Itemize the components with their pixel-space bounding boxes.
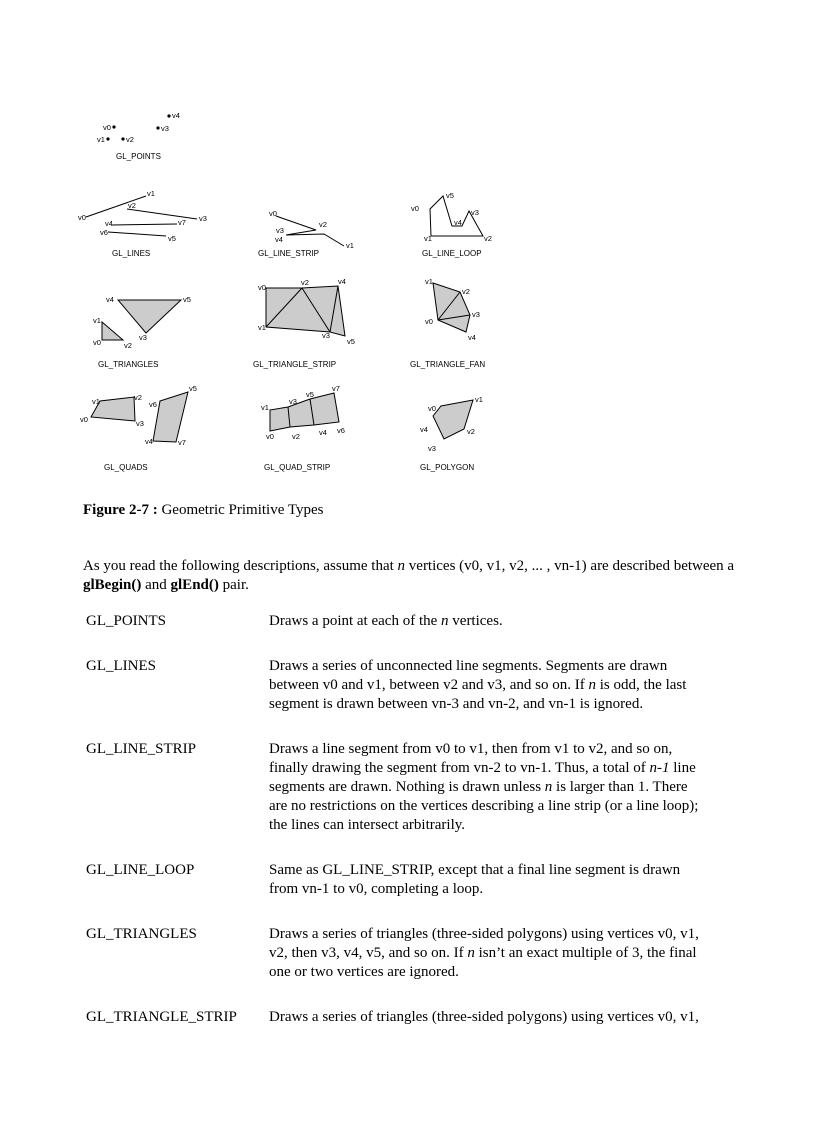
- figure-label: Figure 2-7 :: [83, 502, 158, 518]
- desc-n: n: [441, 613, 449, 629]
- panel-gl-points: [97, 111, 180, 161]
- definition-gl-points: [86, 612, 746, 631]
- label-v3: v3: [471, 208, 479, 217]
- definition-description: [269, 740, 707, 835]
- primitive-definitions: [86, 612, 746, 1027]
- label-v4: v4: [172, 111, 180, 120]
- desc-text: Draws a series of unconnected line segments. Segments are drawn between v0 and v1, between v2 and v3, and so on. If: [269, 658, 668, 693]
- definition-gl-triangle-strip: [86, 1008, 746, 1027]
- definition-term: GL_LINES: [86, 658, 156, 674]
- desc-n: n: [467, 945, 475, 961]
- panel-gl-triangle-strip: [253, 277, 355, 369]
- desc-n: n-1: [649, 760, 670, 776]
- label-v4: v4: [420, 425, 428, 434]
- desc-text: isn’t an exact multiple of 3, the final one or two vertices are ignored.: [269, 945, 697, 980]
- definition-gl-line-loop: [86, 861, 746, 899]
- label-v2: v2: [484, 234, 492, 243]
- label-v2: v2: [128, 201, 136, 210]
- desc-text: Draws a series of triangles (three-sided polygons) using vertices v0, v1,: [269, 1009, 699, 1025]
- label-v3: v3: [136, 419, 144, 428]
- intro-text: and: [141, 577, 171, 593]
- label-v0: v0: [425, 317, 433, 326]
- panel-gl-line-loop: [411, 191, 492, 258]
- definition-description: [269, 925, 707, 982]
- panel-gl-polygon: [420, 395, 483, 472]
- desc-text: vertices.: [448, 613, 503, 629]
- label-v6: v6: [149, 400, 157, 409]
- label-v1: v1: [258, 323, 266, 332]
- point-v3: [156, 126, 159, 129]
- label-v0: v0: [80, 415, 88, 424]
- desc-text: Draws a series of triangles (three-sided polygons) using vertices v0, v1, v2, then v3, v4, v5, and so on. If: [269, 926, 699, 961]
- desc-n: n: [544, 779, 553, 795]
- label-v2: v2: [301, 278, 309, 287]
- label-v6: v6: [100, 228, 108, 237]
- label-v3: v3: [199, 214, 207, 223]
- desc-n: n: [588, 677, 596, 693]
- label-v1: v1: [97, 135, 105, 144]
- label-v4: v4: [275, 235, 283, 244]
- label-v0: v0: [269, 209, 277, 218]
- intro-paragraph: [83, 557, 743, 595]
- panel-gl-triangle-fan: [410, 277, 485, 369]
- intro-text: vertices (v0, v1, v2, ... , vn-1) are described between a: [405, 558, 735, 574]
- label-v2: v2: [292, 432, 300, 441]
- label-v5: v5: [168, 234, 176, 243]
- figure-title: Geometric Primitive Types: [157, 502, 324, 518]
- label-v4: v4: [106, 295, 114, 304]
- definition-description: [269, 1008, 707, 1027]
- label-v3: v3: [161, 124, 169, 133]
- label-v2: v2: [124, 341, 132, 350]
- desc-text: line segments are drawn. Nothing is drawn unless: [269, 760, 696, 795]
- label-v0: v0: [78, 213, 86, 222]
- label-v3: v3: [276, 226, 284, 235]
- definition-description: [269, 657, 707, 714]
- intro-n: n: [397, 558, 406, 574]
- definition-term: GL_TRIANGLES: [86, 926, 197, 942]
- label-v2: v2: [126, 135, 134, 144]
- label-v5: v5: [446, 191, 454, 200]
- definition-term: GL_POINTS: [86, 613, 167, 629]
- label-v0: v0: [411, 204, 419, 213]
- definition-term: GL_LINE_LOOP: [86, 862, 195, 878]
- label-v2: v2: [319, 220, 327, 229]
- desc-text: Same as GL_LINE_STRIP, except that a final line segment is drawn from vn-1 to v0, completing a loop.: [269, 862, 681, 897]
- label-v4: v4: [145, 437, 153, 446]
- caption-gl-triangles: GL_TRIANGLES: [98, 360, 159, 369]
- intro-text: pair.: [218, 577, 249, 593]
- label-v4: v4: [454, 218, 462, 227]
- label-v5: v5: [347, 337, 355, 346]
- label-v1: v1: [346, 241, 354, 250]
- figure-caption: [83, 502, 323, 519]
- label-v4: v4: [105, 219, 113, 228]
- glbegin-function: glBegin(): [83, 577, 142, 593]
- definition-gl-line-strip: [86, 740, 746, 835]
- label-v0: v0: [258, 283, 266, 292]
- panel-gl-triangles: [93, 295, 191, 369]
- caption-gl-polygon: GL_POLYGON: [420, 463, 475, 472]
- definition-gl-lines: [86, 657, 746, 714]
- label-v0: v0: [103, 123, 111, 132]
- panel-gl-quad-strip: [261, 384, 345, 472]
- definition-term: GL_LINE_STRIP: [86, 741, 196, 757]
- label-v5: v5: [189, 384, 197, 393]
- label-v1: v1: [93, 316, 101, 325]
- label-v3: v3: [322, 331, 330, 340]
- desc-text: Draws a point at each of the: [269, 613, 442, 629]
- caption-gl-lines: GL_LINES: [112, 249, 151, 258]
- point-v2: [121, 137, 124, 140]
- point-v1: [106, 137, 109, 140]
- label-v7: v7: [178, 438, 186, 447]
- label-v0: v0: [93, 338, 101, 347]
- label-v4: v4: [319, 428, 327, 437]
- label-v1: v1: [147, 189, 155, 198]
- glend-function: glEnd(): [170, 577, 219, 593]
- label-v1: v1: [92, 397, 100, 406]
- caption-gl-quad-strip: GL_QUAD_STRIP: [264, 463, 331, 472]
- label-v7: v7: [332, 384, 340, 393]
- label-v1: v1: [425, 277, 433, 286]
- label-v4: v4: [338, 277, 346, 286]
- label-v3: v3: [289, 397, 297, 406]
- definition-description: [269, 861, 707, 899]
- desc-text: Draws a line segment from v0 to v1, then from v1 to v2, and so on, finally drawing the segment from vn-2 to vn-1. Thus, a total of: [269, 741, 673, 776]
- label-v3: v3: [139, 333, 147, 342]
- label-v0: v0: [428, 404, 436, 413]
- caption-gl-triangle-strip: GL_TRIANGLE_STRIP: [253, 360, 337, 369]
- definition-description: [269, 612, 707, 631]
- caption-gl-triangle-fan: GL_TRIANGLE_FAN: [410, 360, 486, 369]
- label-v2: v2: [462, 287, 470, 296]
- caption-gl-line-loop: GL_LINE_LOOP: [422, 249, 482, 258]
- caption-gl-line-strip: GL_LINE_STRIP: [258, 249, 319, 258]
- desc-text: is larger than 1. There are no restrictions on the vertices describing a line strip (or a line loop); the lines can intersect arbitrarily.: [269, 779, 699, 833]
- label-v5: v5: [183, 295, 191, 304]
- label-v3: v3: [428, 444, 436, 453]
- point-v0: [112, 125, 115, 128]
- label-v2: v2: [134, 393, 142, 402]
- label-v0: v0: [266, 432, 274, 441]
- label-v1: v1: [424, 234, 432, 243]
- label-v4: v4: [468, 333, 476, 342]
- desc-text: is odd, the last segment is drawn between vn-3 and vn-2, and vn-1 is ignored.: [269, 677, 687, 712]
- definition-term: GL_TRIANGLE_STRIP: [86, 1009, 237, 1025]
- panel-gl-line-strip: [258, 209, 354, 258]
- label-v3: v3: [472, 310, 480, 319]
- panel-gl-lines: [78, 189, 207, 258]
- label-v6: v6: [337, 426, 345, 435]
- label-v1: v1: [261, 403, 269, 412]
- label-v1: v1: [475, 395, 483, 404]
- caption-gl-quads: GL_QUADS: [104, 463, 148, 472]
- label-v7: v7: [178, 218, 186, 227]
- definition-gl-triangles: [86, 925, 746, 982]
- label-v2: v2: [467, 427, 475, 436]
- caption-gl-points: GL_POINTS: [116, 152, 161, 161]
- label-v5: v5: [306, 390, 314, 399]
- point-v4: [167, 114, 170, 117]
- geometric-primitives-figure: [70, 104, 510, 476]
- intro-text: As you read the following descriptions, assume that: [83, 558, 398, 574]
- panel-gl-quads: [80, 384, 197, 472]
